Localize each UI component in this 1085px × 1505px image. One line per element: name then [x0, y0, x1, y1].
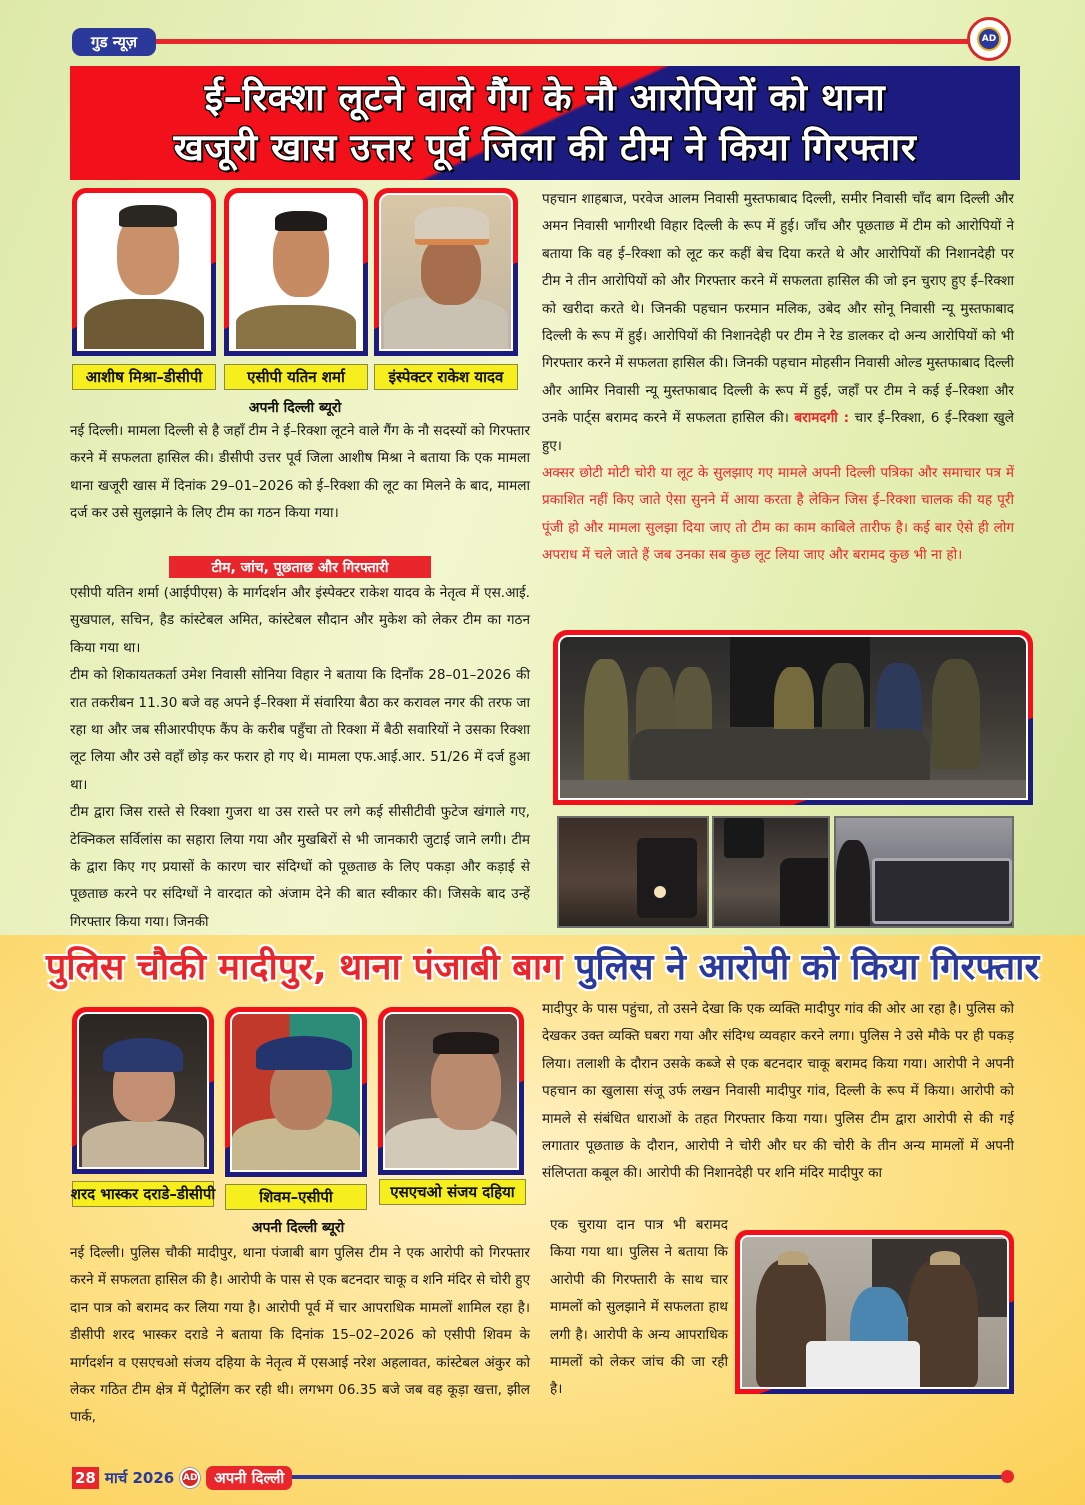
section-tag: गुड न्यूज़ — [72, 28, 156, 56]
story2-headline — [0, 940, 1085, 996]
story1-para3: टीम द्वारा जिस रास्ते से रिक्शा गुजरा था उस रास्ते पर लगे कई सीसीटीवी फुटेज खंगाले गए, टेक्निकल सर्विलांस का सहारा लिया गया और मुखबिरों से भी जानकारी जुटाई जाने लगी। टीम के द्वारा किए गए प्रयासों के कारण चार संदिग्धों को पूछताछ के लिए पकड़ा और कड़ाई से पूछताछ करने पर संदिग्धों ने वारदात को अंजाम देने की बात स्वीकार की। जिसके बाद उन्हें गिरफ्तार किया गया। जिनकी — [70, 804, 530, 930]
accused-arrest-photo — [735, 1230, 1014, 1394]
story2-headline-blue: पुलिस ने आरोपी को किया गिरफ्तार — [562, 947, 1040, 988]
officer-name-1: आशीष मिश्रा–डीसीपी — [72, 364, 216, 390]
police-emblem-icon — [967, 17, 1011, 61]
story2-para3: एक चुराया दान पात्र भी बरामद किया गया था। पुलिस ने बताया कि आरोपी की गिरफ्तारी के साथ चार मामलों को सुलझाने में सफलता हाथ लगी है। आरोपी के अन्य आपराधिक मामलों को लेकर जांच की जा रही है। — [550, 1217, 728, 1398]
officer-photo-5 — [225, 1007, 367, 1177]
officer-photo-1 — [72, 188, 216, 356]
publication-logo-icon: AD — [180, 1468, 200, 1488]
officer-name-2: एसीपी यतिन शर्मा — [224, 364, 368, 390]
story2-headline-red: पुलिस चौकी मादीपुर, थाना पंजाबी बाग — [45, 947, 563, 988]
officer-name-5: शिवम–एसीपी — [225, 1184, 367, 1210]
story2-para1: नई दिल्ली। पुलिस चौकी मादीपुर, थाना पंजाबी बाग पुलिस टीम ने एक आरोपी को गिरफ्तार करने में सफलता हासिल की है। आरोपी के पास से एक बटनदार चाकू व शनि मंदिर से चोरी हुए दान पात्र को बरामद कर लिया गया है। आरोपी पूर्व में चार आपराधिक मामलों शामिल रहा है। डीसीपी शरद भास्कर दराडे ने बताया कि दिनांक 15–02–2026 को एसीपी शिवम के मार्गदर्शन व एसएचओ संजय दहिया के नेतृत्व में एसआई नरेश अहलावत, कांस्टेबल अंकुर को लेकर गठित टीम क्षेत्र में पैट्रोलिंग कर रही थी। लगभग 06.35 बजे जब वह कूड़ा खत्ता, झील पार्क, — [70, 1245, 530, 1426]
story1-para2: टीम को शिकायतकर्ता उमेश निवासी सोनिया विहार ने बताया कि दिनाँक 28–01–2026 की रात तकरीबन 11.30 बजे वह अपने ई–रिक्शा में संवारिया बैठा कर करावल नगर की तरफ जा रहा था और जब सीआरपीएफ कैंप के करीब पहुँचा तो रिक्शा में बैठी सवारियों ने उसका रिक्शा लूट लिया और उसे वहाँ छोड़ कर फरार हो गए थे। मामला एफ.आई.आर. 51/26 में दर्ज हुआ था। — [70, 667, 530, 793]
officer-name-3: इंस्पेक्टर राकेश यादव — [374, 364, 518, 390]
officer-photo-2 — [224, 188, 368, 356]
story1-subheading: टीम, जांच, पूछताछ और गिरफ्तारी — [169, 556, 431, 578]
issue-date: मार्च 2026 — [104, 1469, 175, 1487]
story1-headline-line2: खजूरी खास उत्तर पूर्व जिला की टीम ने किया गिरफ्तार — [173, 126, 917, 169]
story1-para4 — [542, 186, 1014, 460]
officer-name-6: एसएचओ संजय दहिया — [379, 1179, 526, 1205]
header-divider — [156, 39, 971, 44]
story1-right-column — [542, 186, 1014, 570]
story1-editorial: अक्सर छोटी मोटी चोरी या लूट के सुलझाए गए मामले अपनी दिल्ली पत्रिका और समाचार पत्र में प्रकाशित नहीं किए जाते ऐसा सुनने में आया करता है लेकिन जिस ई–रिक्शा चालक की यह पूरी पूंजी हो और मामला सुलझा दिया जाए तो टीम का काम काबिले तारीफ है। कई बार ऐसे ही लोग अपराध में चले जाते हैं जब उनका सब कुछ लूट लिया जाए और बरामद कुछ भी ना हो। — [542, 465, 1014, 564]
story1-headline-line1: ई–रिक्शा लूटने वाले गैंग के नौ आरोपियों को थाना — [204, 76, 886, 119]
story1-headline — [70, 66, 1020, 180]
page-footer — [72, 1465, 292, 1491]
story2-wrap-column — [550, 1212, 728, 1404]
story1-left-column — [70, 580, 530, 936]
footer-dot — [1001, 1470, 1014, 1483]
publication-name: अपनी दिल्ली — [206, 1466, 292, 1490]
recovery-text: चार ई–रिक्शा, 6 ई–रिक्शा खुले हुए। — [542, 410, 1014, 454]
officer-photo-4 — [72, 1007, 214, 1174]
officer-name-4: शरद भास्कर दराडे–डीसीपी — [72, 1181, 214, 1207]
page-number: 28 — [72, 1467, 99, 1489]
recovered-erickshaw-photo-1 — [557, 816, 709, 928]
arrest-group-photo — [553, 630, 1033, 805]
story2-para2: मादीपुर के पास पहुंचा, तो उसने देखा कि एक व्यक्ति मादीपुर गांव की ओर आ रहा है। पुलिस को देखकर उक्त व्यक्ति घबरा गया और संदिग्ध व्यवहार करने लगा। पुलिस ने उसे मौके पर ही पकड़ लिया। तलाशी के दौरान उसके कब्जे से एक बटनदार चाकू बरामद किया गया। आरोपी ने अपनी पहचान का खुलासा संजू उर्फ लखन निवासी मादीपुर गांव, दिल्ली के रूप में किया। आरोपी को मामले से संबंधित धाराओं के तहत गिरफ्तार किया गया। पुलिस टीम द्वारा आरोपी से की गई लगातार पूछताछ के दौरान, आरोपी ने चोरी और घर की चोरी के तीन अन्य मामलों में अपनी संलिप्तता कबूल की। आरोपी की निशानदेही पर शनि मंदिर मादीपुर का — [542, 1001, 1014, 1182]
story2-byline: अपनी दिल्ली ब्यूरो — [251, 1220, 345, 1236]
story1-byline: अपनी दिल्ली ब्यूरो — [248, 400, 342, 416]
footer-divider — [292, 1475, 1007, 1479]
story1-intro-text: नई दिल्ली। मामला दिल्ली से है जहाँ टीम ने ई–रिक्शा लूटने वाले गैंग के नौ सदस्यों को गिरफ्तार करने में सफलता हासिल की। डीसीपी उत्तर पूर्व जिला आशीष मिश्रा ने बताया कि एक मामला थाना खजूरी खास में दिनांक 29–01–2026 को ई–रिक्शा की लूट का मिलने के बाद, मामला दर्ज कर उसे सुलझाने के लिए टीम का गठन किया गया। — [70, 423, 530, 522]
story1-intro — [70, 418, 530, 528]
recovered-erickshaw-photo-2 — [712, 816, 830, 928]
logo-mark: AD — [977, 27, 1001, 51]
officer-photo-6 — [378, 1007, 524, 1175]
story1-para1: एसीपी यतिन शर्मा (आईपीएस) के मार्गदर्शन और इंस्पेक्टर राकेश यादव के नेतृत्व में एस.आई. सुखपाल, सचिन, हैड कांस्टेबल अमित, कांस्टेबल सौदान और मुकेश को लेकर टीम का गठन किया गया था। — [70, 585, 530, 656]
officer-photo-3 — [374, 188, 518, 356]
story2-right-column — [542, 996, 1014, 1188]
recovery-label: बरामदगी : — [794, 410, 850, 427]
story2-left-column — [70, 1240, 530, 1432]
recovered-erickshaw-photo-3 — [834, 816, 1014, 928]
story1-para4-text: पहचान शाहबाज, परवेज आलम निवासी मुस्तफाबाद दिल्ली, समीर निवासी चाँद बाग दिल्ली और अमन निवासी भागीरथी विहार दिल्ली के रूप में हुई। जाँच और पूछताछ में टीम को आरोपियों ने बताया कि वह ई–रिक्शा को लूट कर कहीं बेच दिया करते थे और आरोपियों की निशानदेही पर टीम ने तीन आरोपियों को और गिरफ्तार करने में सफलता हासिल की जो इन चुराए हुए ई–रिक्शा को खरीदा करते थे। जिनकी पहचान फरमान मलिक, उबेद और सोनू निवासी न्यू मुस्तफाबाद दिल्ली के रूप में हुई। आरोपियों की निशानदेही पर टीम ने रेड डालकर दो अन्य आरोपियों को भी गिरफ्तार करने में सफलता हासिल की। जिनकी पहचान मोहसीन निवासी ओल्ड मुस्तफाबाद दिल्ली और आमिर निवासी न्यू मुस्तफाबाद दिल्ली के रूप में हुई, जहाँ पर टीम ने कई ई–रिक्शा और उनके पार्ट्स बरामद करने में सफलता हासिल की। — [542, 191, 1014, 427]
